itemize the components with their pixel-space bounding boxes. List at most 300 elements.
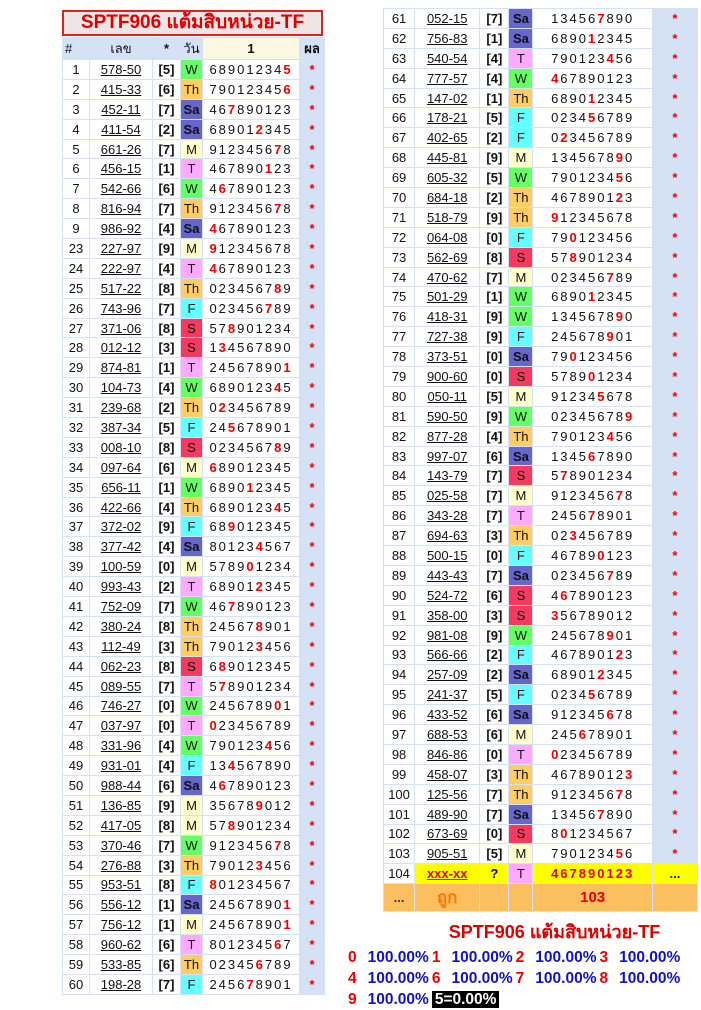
- number-link[interactable]: 422-66: [100, 499, 142, 515]
- number-link[interactable]: 846-86: [426, 746, 468, 762]
- footer-section: [384, 884, 697, 911]
- number-link[interactable]: 377-42: [100, 539, 142, 555]
- digit: 4: [606, 846, 616, 862]
- number-link[interactable]: 542-66: [100, 181, 142, 197]
- table-row: [384, 466, 697, 485]
- number-link[interactable]: 227-97: [100, 240, 142, 256]
- digits-cell: [203, 219, 299, 238]
- number-link[interactable]: 777-57: [426, 70, 468, 86]
- number-link[interactable]: 433-52: [426, 707, 468, 723]
- digit: 2: [597, 90, 607, 106]
- digits-cell: [533, 327, 651, 346]
- result-star-icon: *: [309, 459, 315, 475]
- digits-cell: [203, 537, 299, 556]
- table-row: [63, 418, 324, 437]
- result-cell: [653, 69, 697, 88]
- number-link[interactable]: 694-63: [426, 528, 468, 544]
- digit: 1: [283, 917, 293, 933]
- digit: 9: [588, 587, 598, 603]
- number-link[interactable]: 756-12: [100, 917, 142, 933]
- number-link[interactable]: 125-56: [426, 786, 468, 802]
- number-cell: [90, 617, 152, 636]
- digit: 0: [218, 539, 228, 555]
- digit: 3: [255, 857, 265, 873]
- digit: 2: [597, 667, 607, 683]
- number-link[interactable]: 566-66: [426, 647, 468, 663]
- number-link[interactable]: 012-12: [100, 340, 142, 356]
- digit: 7: [209, 638, 219, 654]
- digit: 1: [624, 627, 635, 643]
- digit: 0: [569, 229, 579, 245]
- number-link[interactable]: 578-50: [100, 61, 142, 77]
- result-star-icon: *: [309, 758, 315, 774]
- result-star-icon: *: [309, 618, 315, 634]
- digit: 5: [246, 300, 256, 316]
- digits-cell: [203, 935, 299, 954]
- number-link[interactable]: 371-06: [100, 320, 142, 336]
- digit: 9: [246, 778, 256, 793]
- digits-cell: [203, 895, 299, 914]
- digit: 4: [606, 349, 616, 365]
- digit: 3: [569, 567, 579, 583]
- digit: 0: [255, 221, 265, 237]
- table-row: [384, 427, 697, 446]
- digit: 6: [209, 519, 219, 535]
- number-link[interactable]: 556-12: [100, 897, 142, 913]
- number-cell: [90, 60, 152, 79]
- digit: 2: [246, 638, 256, 654]
- result-cell: [300, 597, 324, 616]
- number-link[interactable]: 050-11: [427, 388, 467, 404]
- bracket-value: [7]: [153, 677, 180, 696]
- digit: 3: [264, 121, 275, 137]
- digit: 4: [624, 368, 635, 384]
- number-link[interactable]: 089-55: [100, 678, 142, 694]
- result-star-icon: *: [309, 499, 315, 515]
- number-link[interactable]: 064-08: [426, 229, 468, 245]
- digit: 4: [218, 618, 228, 634]
- digit: 4: [218, 917, 228, 933]
- digit: 4: [246, 240, 256, 256]
- table-row: [63, 458, 324, 477]
- digit: 6: [209, 459, 219, 475]
- stat-digit: 7: [515, 970, 525, 988]
- day-cell: T: [181, 935, 202, 954]
- digit: 9: [283, 400, 293, 416]
- digit: 1: [624, 508, 635, 524]
- number-link[interactable]: 025-58: [426, 488, 468, 504]
- digit: 3: [615, 368, 625, 384]
- number-link[interactable]: 198-28: [100, 976, 142, 992]
- number-link[interactable]: 688-53: [426, 727, 468, 742]
- number-link[interactable]: 931-01: [100, 758, 142, 774]
- digit: 9: [227, 479, 238, 495]
- result-cell: [653, 685, 697, 704]
- digit: 5: [264, 937, 275, 953]
- digit: 3: [560, 10, 570, 26]
- number-link[interactable]: 458-07: [426, 766, 468, 782]
- number-link[interactable]: 178-21: [426, 110, 468, 126]
- digit: 7: [246, 698, 256, 714]
- row-number: 7: [63, 179, 89, 198]
- number-link[interactable]: 988-44: [100, 778, 142, 793]
- digit: 0: [246, 320, 256, 336]
- digit: 5: [283, 380, 293, 396]
- digit: 5: [588, 269, 598, 285]
- day-cell: T: [181, 677, 202, 696]
- number-cell: [415, 805, 479, 824]
- result-star-icon: *: [309, 698, 315, 714]
- footer-empty-3: [653, 884, 697, 911]
- bracket-value: [4]: [153, 259, 180, 278]
- digit: 3: [237, 201, 247, 217]
- day-cell: Th: [509, 188, 532, 207]
- number-link[interactable]: 743-96: [100, 300, 142, 316]
- stat-percent: 100.00%: [535, 970, 597, 988]
- result-cell: [653, 566, 697, 585]
- result-star-icon: *: [309, 201, 315, 217]
- number-cell: [90, 140, 152, 159]
- digit: 4: [551, 587, 561, 603]
- bracket-value: [4]: [153, 378, 180, 397]
- bracket-value: [4]: [153, 756, 180, 775]
- number-cell: [415, 327, 479, 346]
- number-link[interactable]: 673-69: [426, 826, 468, 842]
- number-link[interactable]: 445-81: [426, 150, 468, 166]
- digit: 8: [606, 806, 616, 822]
- number-cell: [415, 228, 479, 247]
- number-link[interactable]: 746-27: [100, 698, 142, 714]
- digit: 7: [588, 627, 598, 643]
- digit: 1: [606, 70, 616, 86]
- day-cell: Sa: [181, 776, 202, 795]
- number-link[interactable]: 097-64: [100, 459, 142, 475]
- digit: 1: [264, 181, 275, 197]
- digit: 6: [578, 329, 588, 345]
- number-link[interactable]: 373-51: [426, 349, 468, 365]
- digits-cell: [203, 577, 299, 596]
- number-link[interactable]: 986-92: [100, 221, 142, 237]
- row-number: 52: [63, 816, 89, 835]
- table-row: [63, 915, 324, 934]
- stats-line: [346, 989, 698, 1010]
- number-link[interactable]: 456-15: [100, 161, 142, 177]
- number-link[interactable]: 147-02: [426, 90, 468, 106]
- result-star-icon: *: [309, 718, 315, 734]
- number-link[interactable]: 877-28: [426, 428, 468, 444]
- digit: 9: [569, 289, 579, 305]
- digit: 9: [569, 667, 579, 683]
- number-link[interactable]: 343-28: [426, 508, 468, 524]
- digit: 7: [246, 897, 256, 913]
- number-cell: [90, 895, 152, 914]
- number-link[interactable]: 470-62: [426, 269, 468, 285]
- number-cell: [415, 606, 479, 625]
- bracket-value: [1]: [153, 159, 180, 178]
- digit: 4: [218, 976, 228, 992]
- digit: 4: [578, 687, 588, 703]
- number-cell: [90, 975, 152, 994]
- number-link[interactable]: xxx-xx: [426, 866, 468, 882]
- number-link[interactable]: 590-50: [426, 408, 468, 424]
- number-link[interactable]: 112-49: [101, 638, 141, 654]
- row-number: 1: [63, 60, 89, 79]
- result-star-icon: *: [309, 280, 315, 296]
- digits-cell: [203, 856, 299, 875]
- digit: 8: [227, 678, 238, 694]
- number-link[interactable]: 136-85: [100, 797, 142, 813]
- number-link[interactable]: 756-83: [426, 30, 468, 46]
- digit: 9: [588, 547, 598, 563]
- number-link[interactable]: 540-54: [426, 50, 468, 66]
- day-cell: T: [181, 159, 202, 178]
- digit: 1: [283, 618, 293, 634]
- table-row: [63, 60, 324, 79]
- row-number: 65: [384, 89, 414, 108]
- result-cell: [300, 915, 324, 934]
- digit: 4: [283, 678, 293, 694]
- row-number: 84: [384, 466, 414, 485]
- digit: 3: [569, 687, 579, 703]
- result-star-icon: *: [672, 349, 678, 365]
- digit: 6: [597, 528, 607, 544]
- day-cell: W: [181, 836, 202, 855]
- row-number: 83: [384, 447, 414, 466]
- digit: 5: [551, 368, 561, 384]
- digit: 3: [255, 81, 265, 97]
- digit: 1: [227, 539, 238, 555]
- digit: 6: [624, 428, 635, 444]
- digit: 0: [227, 738, 238, 754]
- digit: 2: [551, 329, 561, 345]
- digit: 3: [606, 667, 616, 683]
- number-link[interactable]: 500-15: [426, 547, 468, 563]
- digit: 6: [606, 786, 616, 802]
- number-link[interactable]: 605-32: [426, 170, 468, 186]
- digit: 8: [615, 130, 625, 146]
- number-link[interactable]: 533-85: [100, 957, 142, 973]
- bracket-value: [1]: [480, 29, 508, 48]
- bracket-value: [6]: [480, 586, 508, 605]
- number-link[interactable]: 452-11: [101, 101, 141, 117]
- number-link[interactable]: 037-97: [100, 718, 142, 734]
- results-table-left: [62, 37, 325, 995]
- digit: 6: [274, 937, 284, 953]
- number-link[interactable]: 418-31: [426, 309, 468, 325]
- number-link[interactable]: 684-18: [426, 189, 468, 205]
- day-cell: T: [509, 745, 532, 764]
- digit: 8: [274, 400, 284, 416]
- row-number: 76: [384, 307, 414, 326]
- number-link[interactable]: 100-59: [100, 559, 142, 575]
- number-link[interactable]: 501-29: [426, 289, 468, 305]
- day-cell: F: [509, 327, 532, 346]
- row-number: 26: [63, 299, 89, 318]
- number-link[interactable]: 518-79: [426, 209, 468, 225]
- digit: 0: [274, 360, 284, 376]
- digits-cell: [533, 506, 651, 525]
- table-row: [384, 188, 697, 207]
- digit: 5: [597, 488, 607, 504]
- digit: 1: [624, 727, 635, 742]
- number-link[interactable]: 656-11: [101, 479, 141, 495]
- day-cell: M: [509, 387, 532, 406]
- result-star-icon: *: [672, 746, 678, 762]
- digit: 9: [218, 738, 228, 754]
- row-number: 25: [63, 279, 89, 298]
- number-cell: [90, 498, 152, 517]
- digits-cell: [203, 358, 299, 377]
- digit: 1: [578, 428, 588, 444]
- number-cell: [90, 358, 152, 377]
- number-link[interactable]: 415-33: [100, 81, 142, 97]
- result-star-icon: *: [672, 607, 678, 623]
- digit: 5: [283, 499, 293, 515]
- digit: 2: [569, 786, 579, 802]
- digits-cell: [533, 89, 651, 108]
- digit: 6: [624, 50, 635, 66]
- number-link[interactable]: 997-07: [426, 448, 468, 464]
- number-link[interactable]: 276-88: [100, 857, 142, 873]
- digit: 3: [624, 647, 635, 663]
- bracket-value: [1]: [153, 895, 180, 914]
- digit: 0: [624, 309, 635, 325]
- day-cell: Th: [509, 765, 532, 784]
- row-number: 43: [63, 637, 89, 656]
- digit: 6: [588, 309, 598, 325]
- number-link[interactable]: 411-54: [101, 121, 141, 137]
- digit: 9: [227, 519, 238, 535]
- number-link[interactable]: 524-72: [426, 587, 468, 603]
- digit: 7: [551, 349, 561, 365]
- digit: 7: [551, 229, 561, 245]
- number-cell: [90, 279, 152, 298]
- number-link[interactable]: 489-90: [426, 806, 468, 822]
- digit: 7: [560, 249, 570, 265]
- digit: 0: [246, 559, 256, 575]
- result-star-icon: *: [309, 439, 315, 455]
- number-link[interactable]: 517-22: [100, 280, 142, 296]
- number-cell: [415, 447, 479, 466]
- digit: 3: [283, 778, 293, 793]
- digit: 7: [569, 70, 579, 86]
- table-row: [384, 268, 697, 287]
- digit: 8: [578, 70, 588, 86]
- result-cell: [300, 159, 324, 178]
- number-cell: [90, 517, 152, 536]
- table-row: [63, 935, 324, 954]
- digit: 8: [606, 150, 616, 166]
- digit: 5: [569, 727, 579, 742]
- bracket-value: [8]: [153, 279, 180, 298]
- digit: 9: [227, 579, 238, 595]
- row-number: 57: [63, 915, 89, 934]
- number-link[interactable]: 104-73: [100, 380, 142, 396]
- number-link[interactable]: 562-69: [426, 249, 468, 265]
- number-link[interactable]: 727-38: [426, 329, 468, 345]
- number-cell: [415, 287, 479, 306]
- number-link[interactable]: 960-62: [100, 937, 142, 953]
- number-link[interactable]: 417-05: [100, 817, 142, 833]
- digit: 9: [264, 897, 275, 913]
- digit: 3: [578, 707, 588, 723]
- digit: 4: [569, 448, 579, 464]
- number-link[interactable]: 222-97: [100, 260, 142, 276]
- number-link[interactable]: 331-96: [100, 738, 142, 754]
- number-link[interactable]: 661-26: [100, 141, 142, 157]
- number-link[interactable]: 008-10: [100, 439, 142, 455]
- result-star-icon: *: [672, 209, 678, 225]
- result-cell: [300, 358, 324, 377]
- digit: 4: [218, 897, 228, 913]
- bracket-value: [7]: [480, 486, 508, 505]
- day-cell: Th: [181, 617, 202, 636]
- result-cell: [300, 557, 324, 576]
- digit: 1: [218, 201, 228, 217]
- number-cell: [415, 586, 479, 605]
- number-link[interactable]: 953-51: [100, 877, 142, 893]
- number-link[interactable]: 380-24: [100, 618, 142, 634]
- number-link[interactable]: 402-65: [426, 130, 468, 146]
- table-row: [63, 856, 324, 875]
- digit: 6: [218, 778, 228, 793]
- number-link[interactable]: 257-09: [426, 667, 468, 683]
- number-link[interactable]: 241-37: [426, 687, 468, 703]
- number-cell: [415, 466, 479, 485]
- digit: 9: [588, 70, 598, 86]
- digit: 6: [588, 806, 598, 822]
- number-link[interactable]: 239-68: [100, 400, 142, 416]
- digits-cell: [533, 864, 651, 883]
- digit: 4: [569, 150, 579, 166]
- number-link[interactable]: 370-46: [100, 837, 142, 853]
- result-star-icon: *: [309, 658, 315, 674]
- result-cell: [300, 239, 324, 258]
- digit: 7: [615, 388, 625, 404]
- result-star-icon: *: [672, 368, 678, 384]
- number-link[interactable]: 358-00: [426, 607, 468, 623]
- digit: 2: [209, 698, 219, 714]
- day-cell: W: [181, 478, 202, 497]
- number-link[interactable]: 062-23: [100, 658, 142, 674]
- digit: 7: [246, 976, 256, 992]
- number-link[interactable]: 816-94: [100, 201, 142, 217]
- row-number: 47: [63, 716, 89, 735]
- number-link[interactable]: 981-08: [426, 627, 468, 643]
- number-link[interactable]: 387-34: [100, 419, 142, 435]
- number-link[interactable]: 443-43: [426, 567, 468, 583]
- number-link[interactable]: 993-43: [100, 579, 142, 595]
- digit: 6: [560, 189, 570, 205]
- digit: 6: [237, 897, 247, 913]
- bracket-value: [7]: [153, 975, 180, 994]
- digit: 6: [578, 627, 588, 643]
- number-link[interactable]: 372-02: [100, 519, 142, 535]
- digit: 9: [588, 189, 598, 205]
- number-link[interactable]: 752-09: [100, 598, 142, 614]
- number-link[interactable]: 905-51: [426, 846, 468, 862]
- bracket-value: [1]: [480, 287, 508, 306]
- bracket-value: [6]: [153, 458, 180, 477]
- bracket-value: [0]: [480, 546, 508, 565]
- number-link[interactable]: 900-60: [426, 368, 468, 384]
- number-link[interactable]: 052-15: [426, 10, 468, 26]
- number-link[interactable]: 874-81: [100, 360, 142, 376]
- number-link[interactable]: 143-79: [426, 468, 468, 484]
- result-cell: [653, 586, 697, 605]
- day-cell: Sa: [181, 120, 202, 139]
- digit: 6: [560, 547, 570, 563]
